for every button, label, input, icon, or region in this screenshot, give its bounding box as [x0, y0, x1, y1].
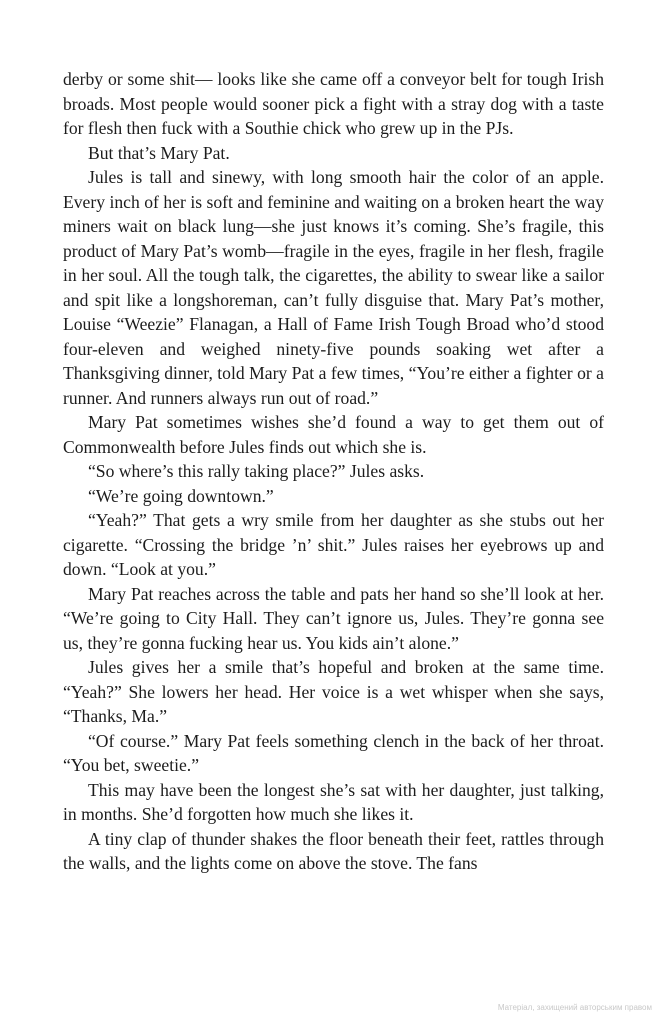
- paragraph-continues: A tiny clap of thunder shakes the floor beneath their feet, rattles through the walls, and the lights come on above the stove. The fans: [63, 828, 604, 873]
- paragraph: This may have been the longest she’s sat with her daughter, just talking, in months. She’d forgotten how much she likes it.: [63, 779, 604, 824]
- paragraph: “Yeah?” That gets a wry smile from her daughter as she stubs out her cigarette. “Crossing the bridge ’n’ shit.” Jules raises her eyebrows up and down. “Look at you.”: [63, 510, 604, 579]
- paragraph: Jules gives her a smile that’s hopeful and broken at the same time. “Yeah?” She lowers her head. Her voice is a wet whisper when she says, “Thanks, Ma.”: [63, 657, 604, 726]
- copyright-watermark: Матеріал, захищений авторським правом: [497, 1003, 652, 1012]
- paragraph: “So where’s this rally taking place?” Jules asks.: [88, 461, 425, 481]
- paragraph: “We’re going downtown.”: [88, 485, 274, 506]
- book-page-body: [63, 67, 604, 876]
- paragraph: But that’s Mary Pat.: [88, 142, 230, 163]
- paragraph-continued: derby or some shit— looks like she came off a conveyor belt for tough Irish broads. Most people would sooner pick a fight with a stray dog with a taste for flesh then fuck with a Southie chick who grew up in the PJs.: [63, 69, 604, 138]
- paragraph: Mary Pat reaches across the table and pats her hand so she’ll look at her. “We’re going to City Hall. They can’t ignore us, Jules. They’re gonna see us, they’re gonna fucking hear us. You kids ain’t alone.”: [63, 583, 604, 653]
- paragraph: Jules is tall and sinewy, with long smooth hair the color of an apple. Every inch of her is soft and feminine and waiting on a broken heart the way miners wait on black lung—she just knows it’s coming. She’s fragile, this product of Mary Pat’s womb—fragile in the eyes, fragile in her flesh, fragile in her soul. All the tough talk, the cigarettes, the ability to swear like a sailor and spit like a longshoreman, can’t fully disguise that. Mary Pat’s mother, Louise “Weezie” Flanagan, a Hall of Fame Irish Tough Broad who’d stood four-eleven and weighed ninety-five pounds soaking wet after a Thanksgiving dinner, told Mary Pat a few times, “You’re either a fighter or a runner. And runners always run out of road.”: [63, 167, 604, 408]
- paragraph: “Of course.” Mary Pat feels something clench in the back of her throat. “You bet, sweetie.”: [63, 730, 604, 775]
- paragraph: Mary Pat sometimes wishes she’d found a way to get them out of Commonwealth before Jules finds out which she is.: [63, 412, 604, 457]
